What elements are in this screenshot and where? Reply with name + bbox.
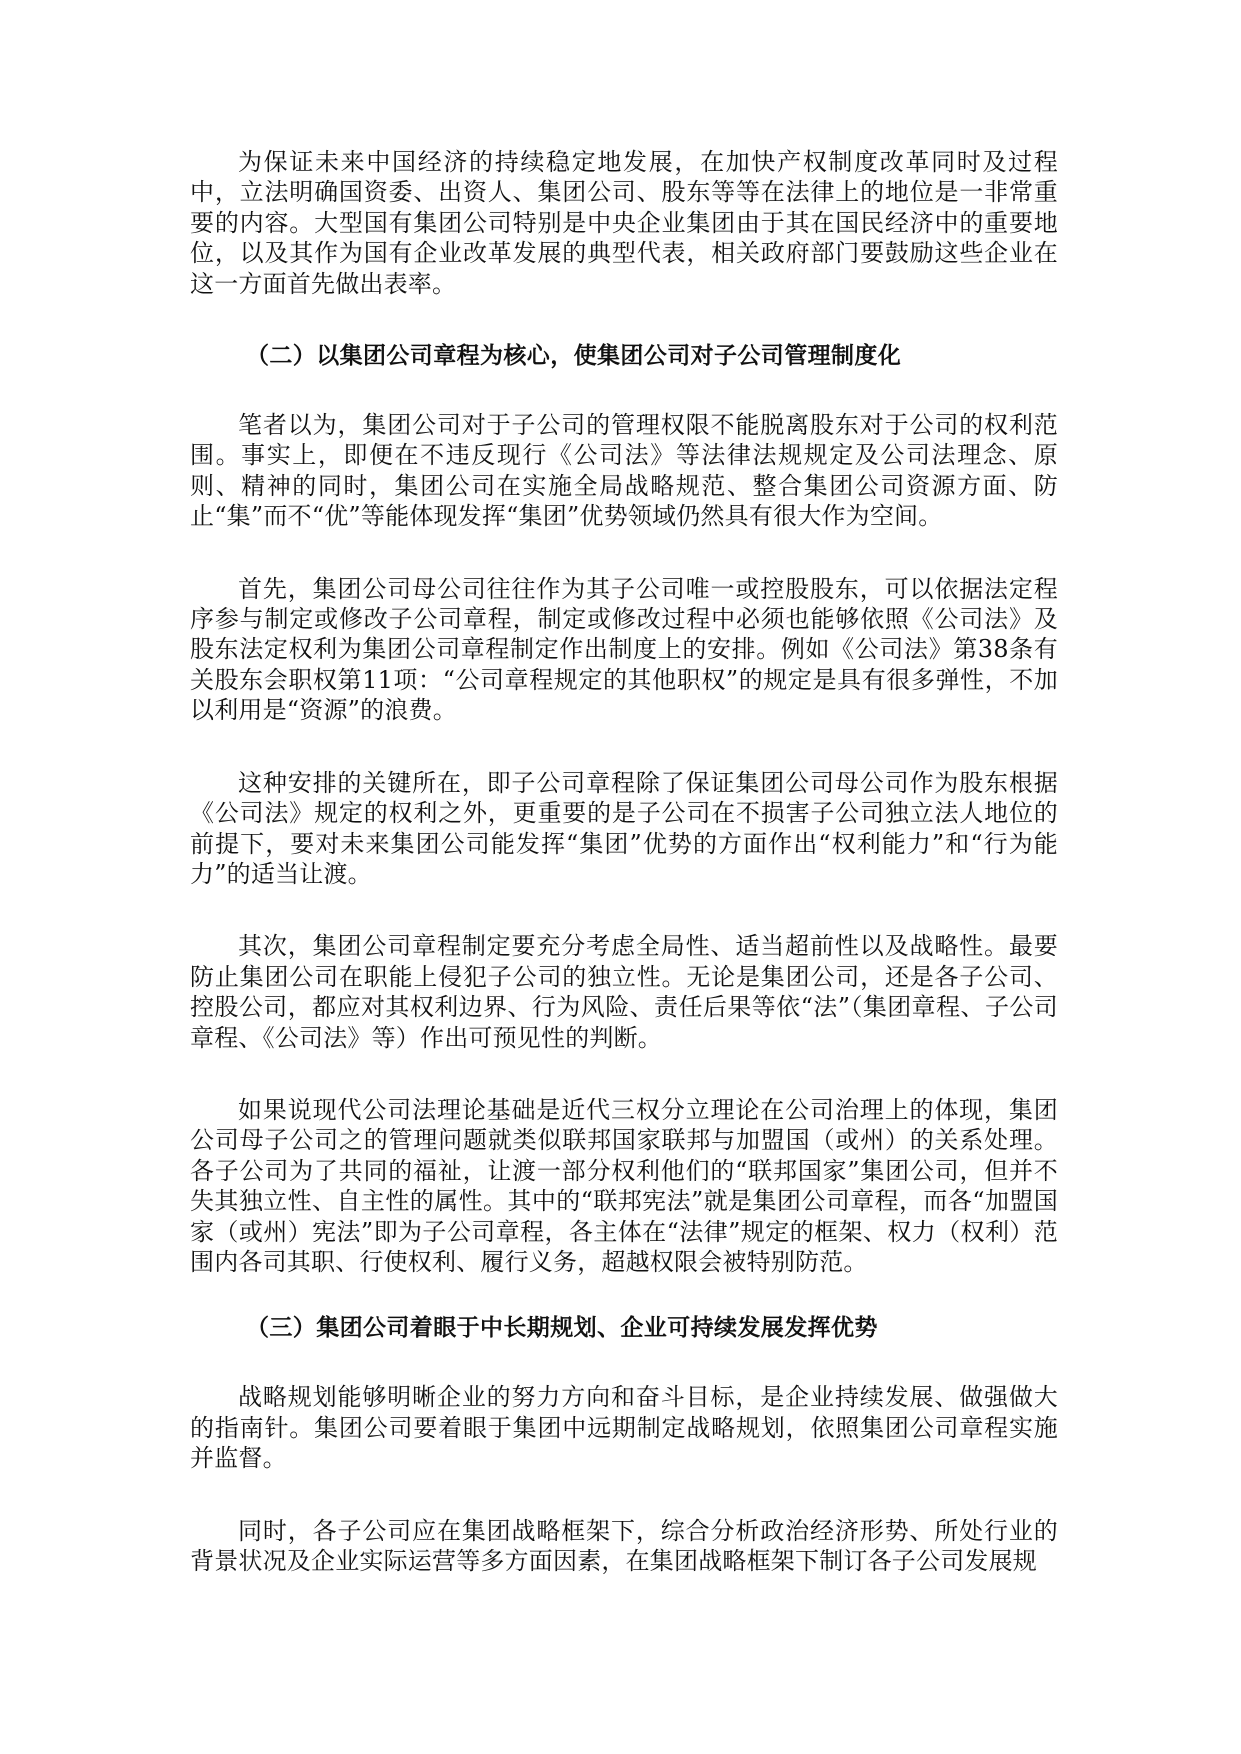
section-heading-2: （二）以集团公司章程为核心，使集团公司对子公司管理制度化 — [246, 342, 902, 370]
paragraph-strategy-planning: 战略规划能够明晰企业的努力方向和奋斗目标，是企业持续发展、做强做大的指南针。集团公司要着眼于集团中远期制定战略规划，依照集团公司章程实施并监督。 — [190, 1383, 1058, 1473]
paragraph-first-articles: 首先，集团公司母公司往往作为其子公司唯一或控股股东，可以依据法定程序参与制定或修改子公司章程，制定或修改过程中必须也能够依照《公司法》及股东法定权利为集团公司章程制定作出制度上的安排。例如《公司法》第38条有关股东会职权第11项：“公司章程规定的其他职权”的规定是具有很多弹性，不加以利用是“资源”的浪费。 — [190, 574, 1058, 725]
paragraph-management-scope: 笔者以为，集团公司对于子公司的管理权限不能脱离股东对于公司的权利范围。事实上，即便在不违反现行《公司法》等法律法规规定及公司法理念、原则、精神的同时，集团公司在实施全局战略规范、整合集团公司资源方面、防止“集”而不“优”等能体现发挥“集团”优势领域仍然具有很大作为空间。 — [190, 411, 1058, 531]
paragraph-federal-analogy: 如果说现代公司法理论基础是近代三权分立理论在公司治理上的体现，集团公司母子公司之的管理问题就类似联邦国家联邦与加盟国（或州）的关系处理。各子公司为了共同的福祉，让渡一部分权利他们的“联邦国家”集团公司，但并不失其独立性、自主性的属性。其中的“联邦宪法”就是集团公司章程，而各“加盟国家（或州）宪法”即为子公司章程，各主体在“法律”规定的框架、权力（权利）范围内各司其职、行使权利、履行义务，超越权限会被特别防范。 — [190, 1095, 1058, 1276]
section-heading-3: （三）集团公司着眼于中长期规划、企业可持续发展发挥优势 — [246, 1314, 878, 1342]
paragraph-national-capital: 为保证未来中国经济的持续稳定地发展，在加快产权制度改革同时及过程中，立法明确国资委、出资人、集团公司、股东等等在法律上的地位是一非常重要的内容。大型国有集团公司特别是中央企业集团由于其在国民经济中的重要地位，以及其作为国有企业改革发展的典型代表，相关政府部门要鼓励这些企业在这一方面首先做出表率。 — [190, 148, 1058, 298]
paragraph-arrangement-key: 这种安排的关键所在，即子公司章程除了保证集团公司母公司作为股东根据《公司法》规定的权利之外，更重要的是子公司在不损害子公司独立法人地位的前提下，要对未来集团公司能发挥“集团”优势的方面作出“权利能力”和“行为能力”的适当让渡。 — [190, 768, 1058, 888]
paragraph-second-articles: 其次，集团公司章程制定要充分考虑全局性、适当超前性以及战略性。最要防止集团公司在职能上侵犯子公司的独立性。无论是集团公司，还是各子公司、控股公司，都应对其权利边界、行为风险、责任后果等依“法”（集团章程、子公司章程、《公司法》等）作出可预见性的判断。 — [190, 932, 1058, 1052]
paragraph-subsidiary-planning: 同时，各子公司应在集团战略框架下，综合分析政治经济形势、所处行业的背景状况及企业实际运营等多方面因素，在集团战略框架下制订各子公司发展规 — [190, 1516, 1058, 1575]
document-body — [190, 147, 1058, 1576]
